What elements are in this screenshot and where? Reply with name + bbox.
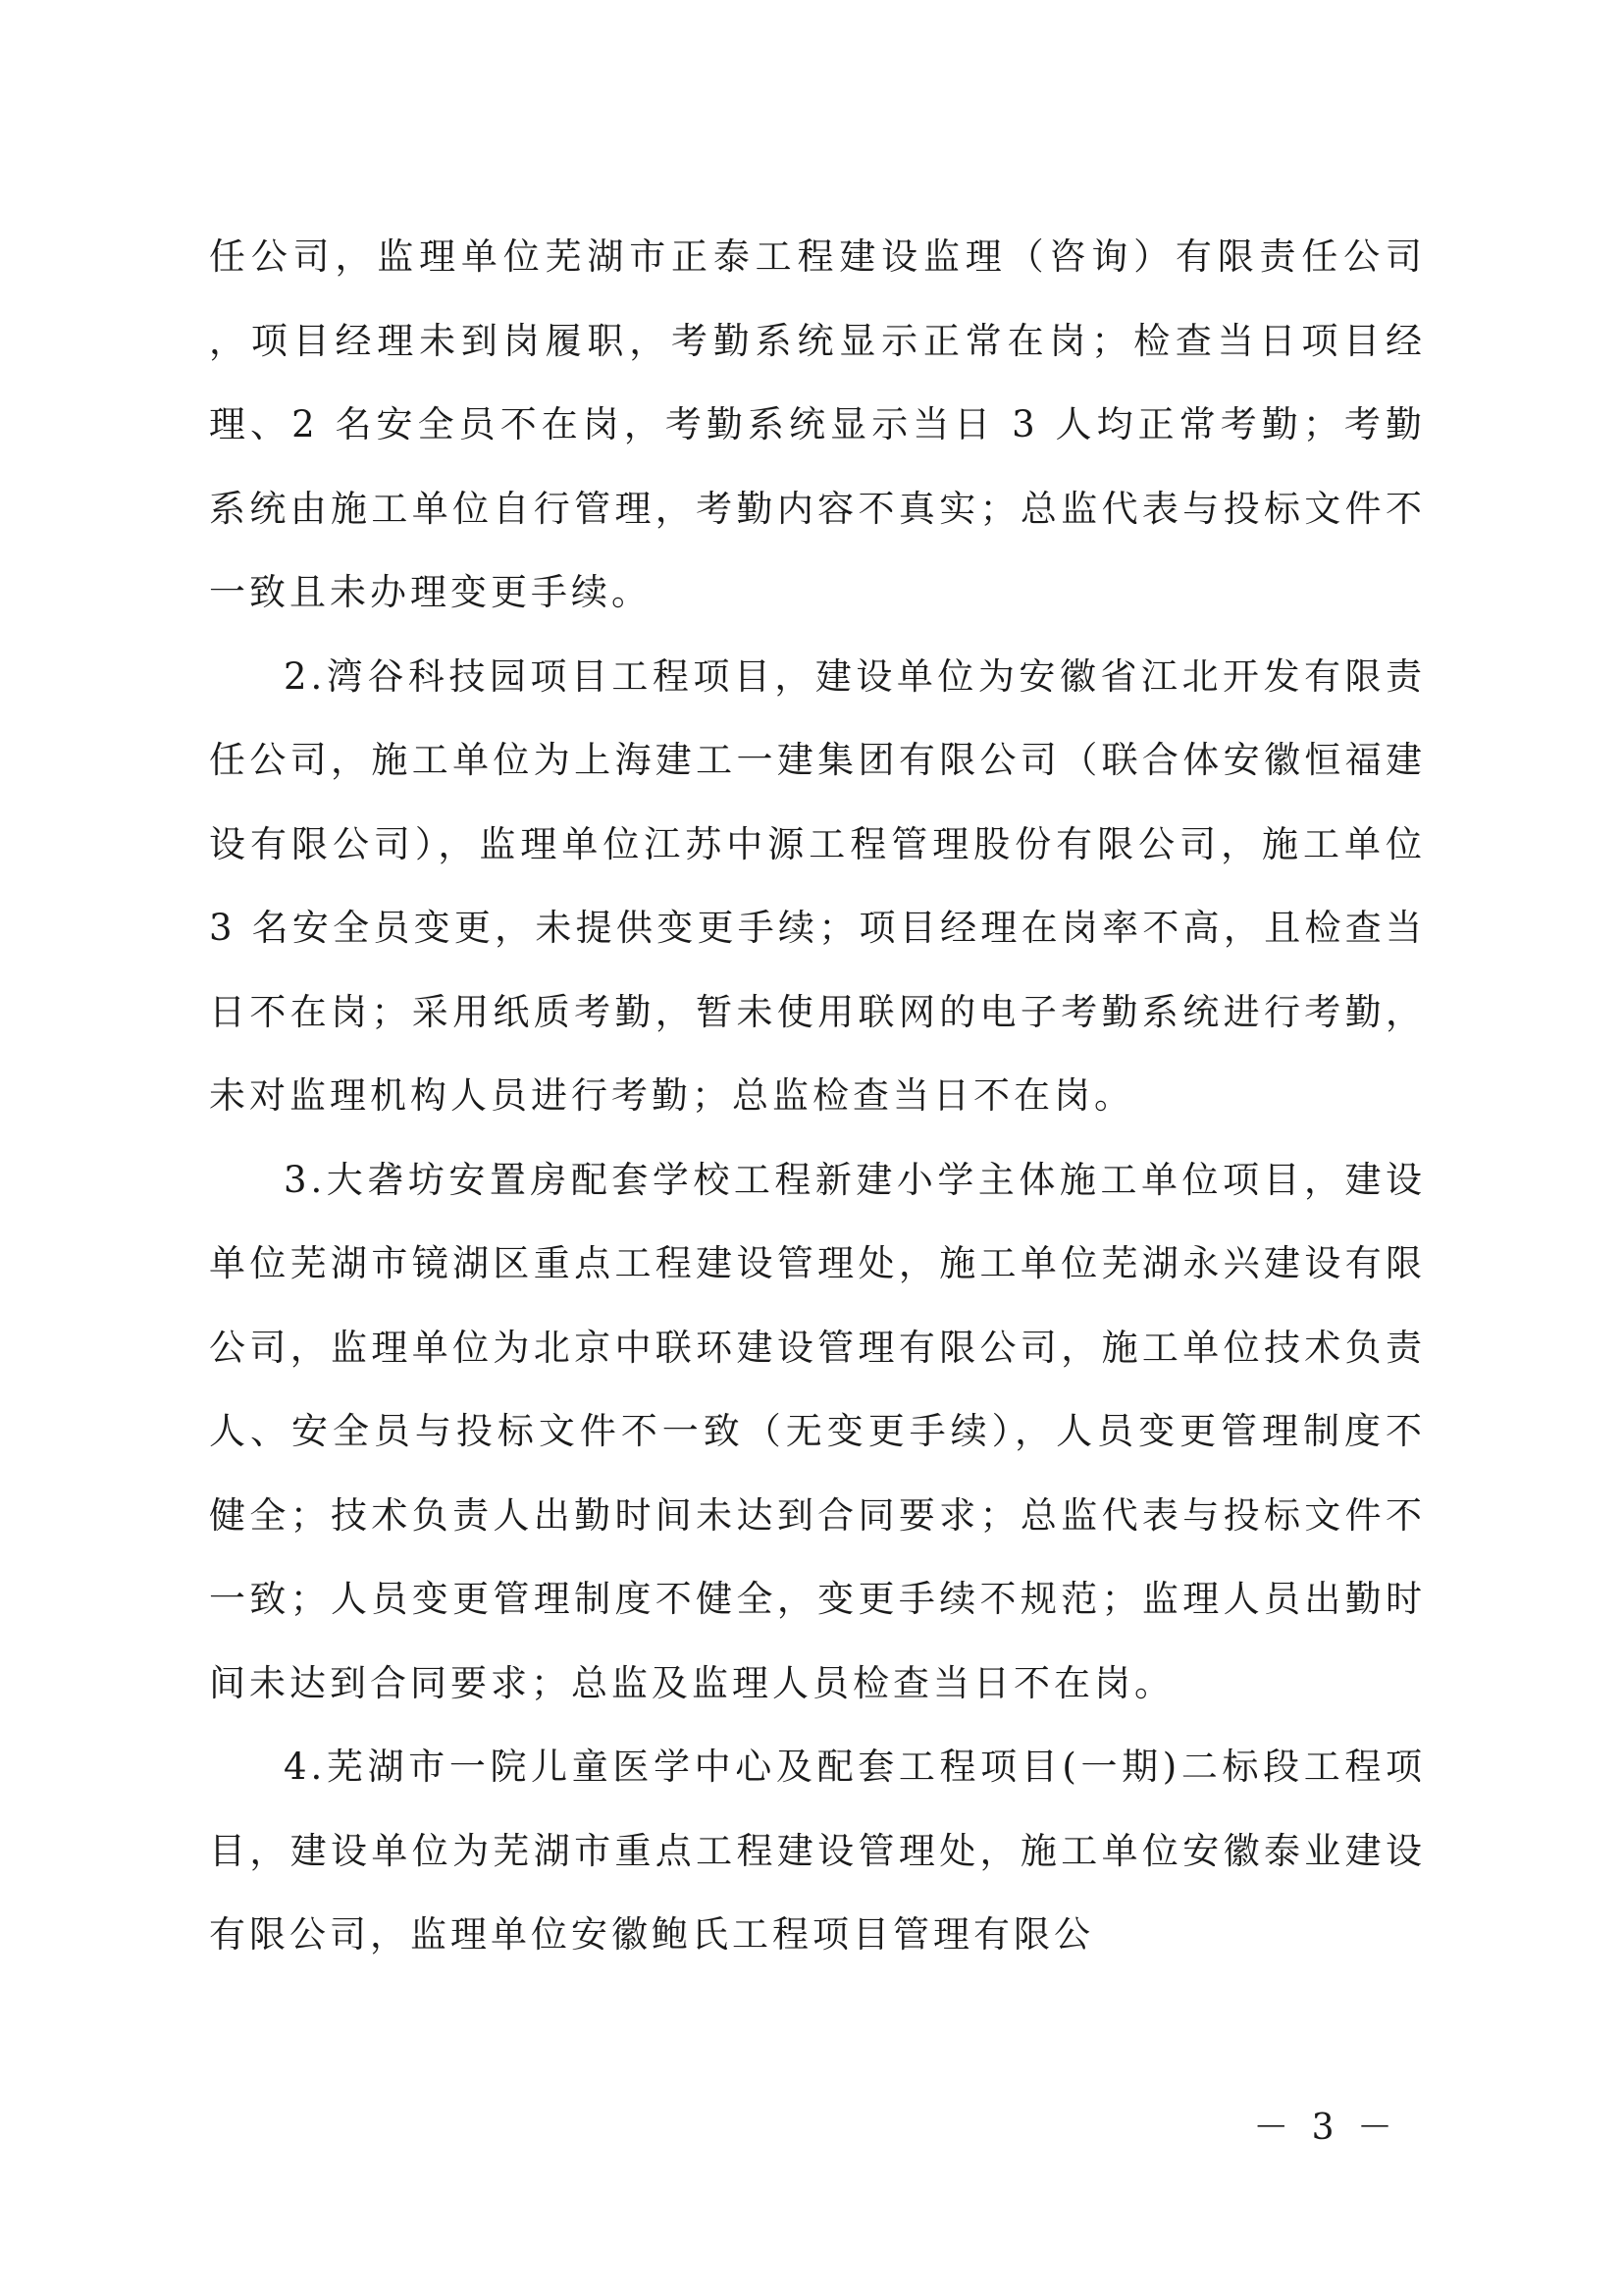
document-body — [209, 215, 1426, 1977]
paragraph-item-2: 2.湾谷科技园项目工程项目，建设单位为安徽省江北开发有限责任公司，施工单位为上海建工一建集团有限公司（联合体安徽恒福建设有限公司），监理单位江苏中源工程管理股份有限公司，施工单位 3 名安全员变更，未提供变更手续；项目经理在岗率不高，且检查当日不在岗；采用纸质考勤，暂未使用联网的电子考勤系统进行考勤，未对监理机构人员进行考勤；总监检查当日不在岗。 — [209, 654, 1426, 1117]
paragraph-item-3: 3.大砻坊安置房配套学校工程新建小学主体施工单位项目，建设单位芜湖市镜湖区重点工程建设管理处，施工单位芜湖永兴建设有限公司，监理单位为北京中联环建设管理有限公司，施工单位技术负责人、安全员与投标文件不一致（无变更手续），人员变更管理制度不健全；技术负责人出勤时间未达到合同要求；总监代表与投标文件不一致；人员变更管理制度不健全，变更手续不规范；监理人员出勤时间未达到合同要求；总监及监理人员检查当日不在岗。 — [209, 1158, 1426, 1704]
paragraph-continued: 任公司，监理单位芜湖市正泰工程建设监理（咨询）有限责任公司 ，项目经理未到岗履职，考勤系统显示正常在岗；检查当日项目经理、2 名安全员不在岗，考勤系统显示当日 3 人均正常考勤；考勤系统由施工单位自行管理，考勤内容不真实；总监代表与投标文件不一致且未办理变更手续。 — [209, 235, 1426, 613]
page-number: － 3 － — [1253, 2108, 1398, 2148]
paragraph-item-4: 4.芜湖市一院儿童医学中心及配套工程项目(一期)二标段工程项目，建设单位为芜湖市重点工程建设管理处，施工单位安徽泰业建设有限公司，监理单位安徽鲍氏工程项目管理有限公 — [209, 1746, 1426, 1956]
